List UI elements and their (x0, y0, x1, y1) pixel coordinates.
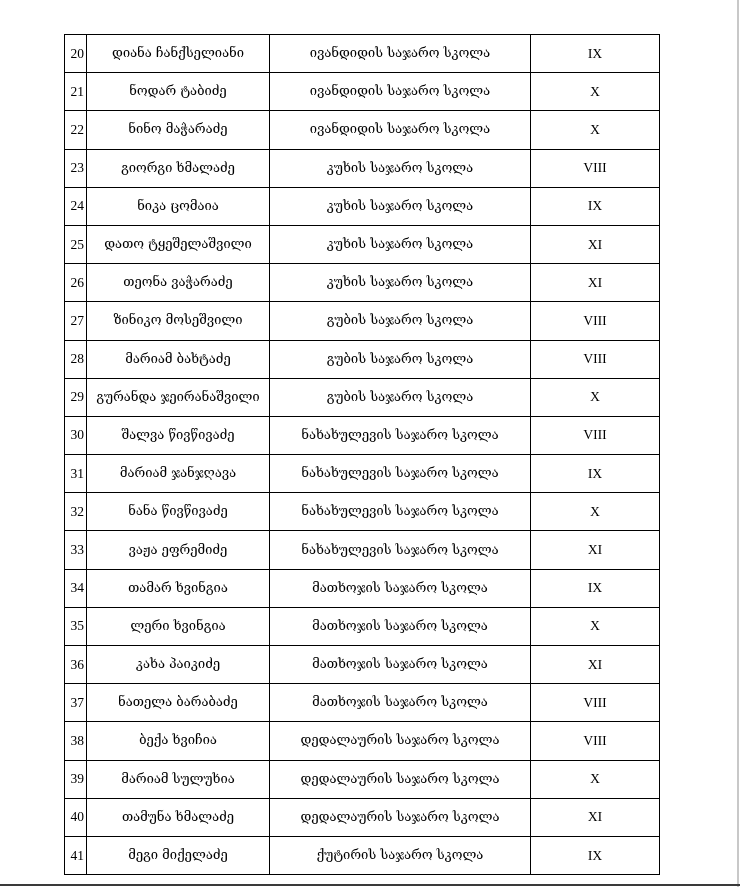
table-row (65, 569, 660, 607)
grade: X (531, 493, 660, 531)
school-name: კუხის საჯარო სკოლა (270, 264, 531, 302)
table-row (65, 416, 660, 454)
school-name: მათხოჯის საჯარო სკოლა (270, 646, 531, 684)
student-name: თეონა ვაჭარაძე (87, 264, 270, 302)
school-name: ნახახულევის საჯარო სკოლა (270, 493, 531, 531)
table-row (65, 493, 660, 531)
grade: XI (531, 798, 660, 836)
row-number: 30 (65, 416, 87, 454)
school-name: კუხის საჯარო სკოლა (270, 187, 531, 225)
row-number: 33 (65, 531, 87, 569)
student-name: გიორგი ხმალაძე (87, 149, 270, 187)
table-row (65, 111, 660, 149)
school-name: ივანდიდის საჯარო სკოლა (270, 35, 531, 73)
row-number: 25 (65, 225, 87, 263)
student-name: მეგი მიქელაძე (87, 836, 270, 874)
student-name: გურანდა ჯეირანაშვილი (87, 378, 270, 416)
grade: VIII (531, 302, 660, 340)
row-number: 41 (65, 836, 87, 874)
grade: XI (531, 531, 660, 569)
grade: VIII (531, 149, 660, 187)
school-name: დედალაურის საჯარო სკოლა (270, 798, 531, 836)
row-number: 31 (65, 455, 87, 493)
grade: X (531, 378, 660, 416)
row-number: 23 (65, 149, 87, 187)
table-row (65, 302, 660, 340)
row-number: 22 (65, 111, 87, 149)
school-name: ქუტირის საჯარო სკოლა (270, 836, 531, 874)
student-name: მარიამ სულუხია (87, 760, 270, 798)
grade: X (531, 111, 660, 149)
grade: IX (531, 569, 660, 607)
student-name: შალვა წივწივაძე (87, 416, 270, 454)
student-name: ლერი ხვინგია (87, 607, 270, 645)
row-number: 40 (65, 798, 87, 836)
grade: X (531, 760, 660, 798)
page-edge-bottom (0, 884, 740, 886)
student-name: დათო ტყეშელაშვილი (87, 225, 270, 263)
table-row (65, 646, 660, 684)
student-name: ნანა წივწივაძე (87, 493, 270, 531)
table-row (65, 35, 660, 73)
school-name: მათხოჯის საჯარო სკოლა (270, 569, 531, 607)
table-row (65, 378, 660, 416)
table-row (65, 149, 660, 187)
school-name: ივანდიდის საჯარო სკოლა (270, 73, 531, 111)
row-number: 38 (65, 722, 87, 760)
row-number: 34 (65, 569, 87, 607)
school-name: დედალაურის საჯარო სკოლა (270, 722, 531, 760)
grade: XI (531, 264, 660, 302)
table-row (65, 607, 660, 645)
student-name: თამარ ხვინგია (87, 569, 270, 607)
table-row (65, 531, 660, 569)
school-name: დედალაურის საჯარო სკოლა (270, 760, 531, 798)
school-name: ნახახულევის საჯარო სკოლა (270, 531, 531, 569)
row-number: 28 (65, 340, 87, 378)
school-name: მათხოჯის საჯარო სკოლა (270, 684, 531, 722)
row-number: 39 (65, 760, 87, 798)
grade: IX (531, 35, 660, 73)
row-number: 27 (65, 302, 87, 340)
grade: VIII (531, 722, 660, 760)
table-row (65, 187, 660, 225)
table-row (65, 760, 660, 798)
table-row (65, 73, 660, 111)
row-number: 29 (65, 378, 87, 416)
grade: IX (531, 455, 660, 493)
table-row (65, 225, 660, 263)
student-name: თამუნა ხმალაძე (87, 798, 270, 836)
school-name: მათხოჯის საჯარო სკოლა (270, 607, 531, 645)
grade: X (531, 73, 660, 111)
row-number: 37 (65, 684, 87, 722)
student-name: ნინო მაჭარაძე (87, 111, 270, 149)
grade: IX (531, 187, 660, 225)
table-row (65, 684, 660, 722)
grade: VIII (531, 340, 660, 378)
student-table (64, 34, 660, 875)
student-name: კახა პაიკიძე (87, 646, 270, 684)
student-name: მარიამ ბახტაძე (87, 340, 270, 378)
student-name: ნათელა ბარაბაძე (87, 684, 270, 722)
row-number: 36 (65, 646, 87, 684)
table-row (65, 264, 660, 302)
student-name: ნოდარ ტაბიძე (87, 73, 270, 111)
school-name: გუბის საჯარო სკოლა (270, 340, 531, 378)
school-name: ივანდიდის საჯარო სკოლა (270, 111, 531, 149)
row-number: 21 (65, 73, 87, 111)
page-edge-right (737, 0, 739, 887)
grade: XI (531, 646, 660, 684)
student-name: დიანა ჩანქსელიანი (87, 35, 270, 73)
table-row (65, 455, 660, 493)
student-name: მარიამ ჯანჯღავა (87, 455, 270, 493)
table-row (65, 836, 660, 874)
row-number: 24 (65, 187, 87, 225)
student-name: ნიკა ცომაია (87, 187, 270, 225)
table-row (65, 722, 660, 760)
row-number: 20 (65, 35, 87, 73)
student-name: ბექა ხვიჩია (87, 722, 270, 760)
school-name: კუხის საჯარო სკოლა (270, 149, 531, 187)
table-row (65, 340, 660, 378)
grade: IX (531, 836, 660, 874)
row-number: 32 (65, 493, 87, 531)
grade: X (531, 607, 660, 645)
school-name: კუხის საჯარო სკოლა (270, 225, 531, 263)
row-number: 26 (65, 264, 87, 302)
school-name: ნახახულევის საჯარო სკოლა (270, 455, 531, 493)
grade: VIII (531, 684, 660, 722)
school-name: ნახახულევის საჯარო სკოლა (270, 416, 531, 454)
school-name: გუბის საჯარო სკოლა (270, 302, 531, 340)
row-number: 35 (65, 607, 87, 645)
grade: XI (531, 225, 660, 263)
school-name: გუბის საჯარო სკოლა (270, 378, 531, 416)
student-name: ვაჟა ეფრემიძე (87, 531, 270, 569)
table-row (65, 798, 660, 836)
student-name: ზინიკო მოსეშვილი (87, 302, 270, 340)
grade: VIII (531, 416, 660, 454)
